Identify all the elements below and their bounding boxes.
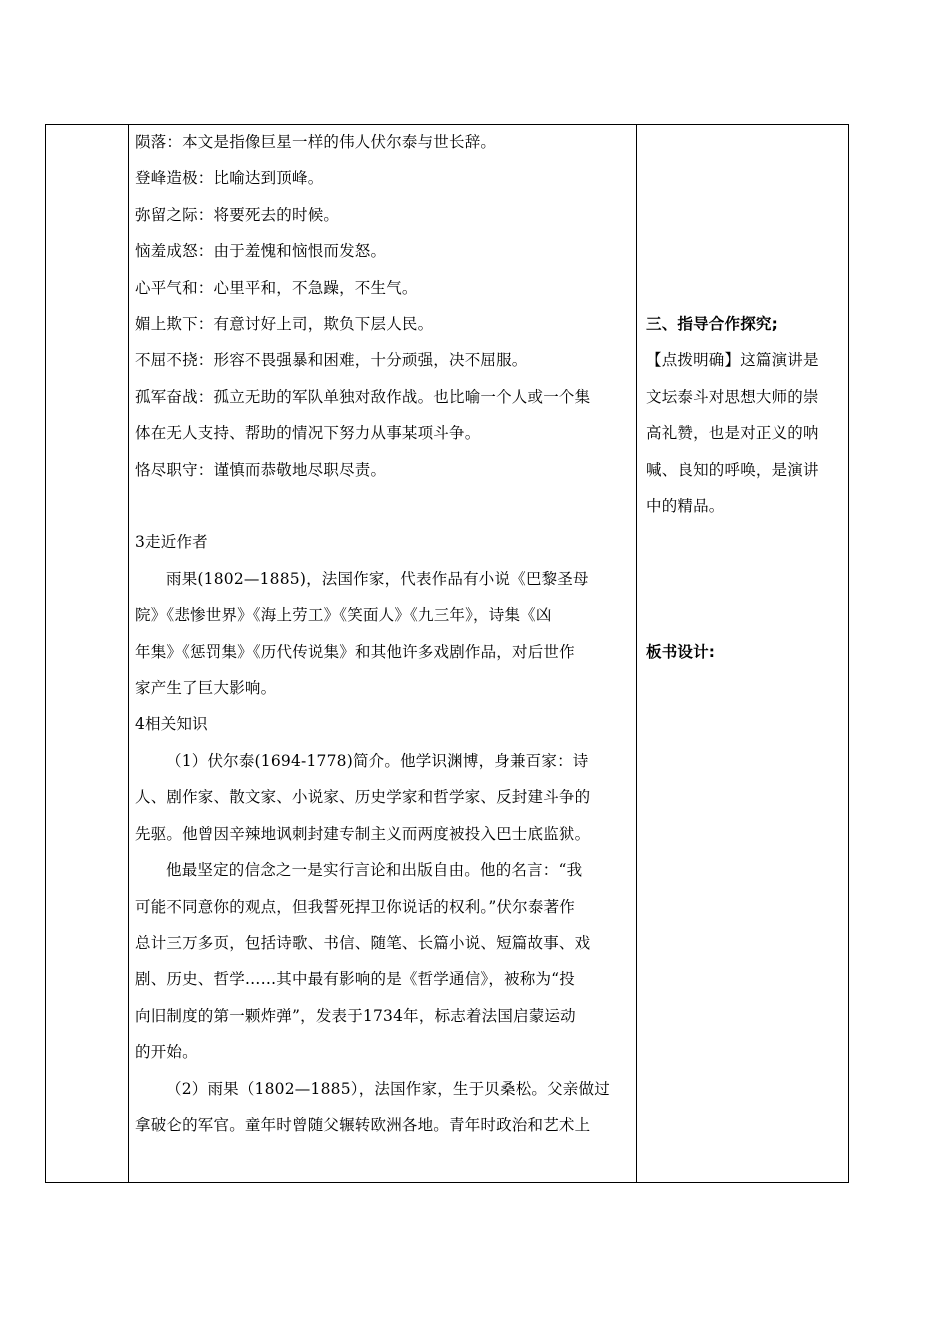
vocab-line: 体在无人支持、帮助的情况下努力从事某项斗争。 (135, 424, 481, 443)
left-column-divider (128, 125, 129, 1182)
voltaire-line: （1）伏尔泰(1694-1778)简介。他学识渊博，身兼百家：诗 (166, 751, 589, 770)
vocab-line: 陨落：本文是指像巨星一样的伟人伏尔泰与世长辞。 (135, 133, 497, 151)
side-tip-line: 【点拨明确】这篇演讲是 (646, 351, 819, 370)
belief-line: 向旧制度的第一颗炸弹”，发表于1734年，标志着法国启蒙运动 (135, 1006, 576, 1025)
vocab-line: 心平气和：心里平和，不急躁，不生气。 (135, 278, 418, 297)
side-section-title: 三、指导合作探究; (646, 314, 778, 333)
voltaire-line: 人、剧作家、散文家、小说家、历史学家和哲学家、反封建斗争的 (135, 788, 591, 807)
side-board-title: 板书设计: (646, 642, 716, 661)
side-tip-line: 中的精品。 (646, 496, 725, 515)
author-line: 家产生了巨大影响。 (135, 679, 277, 698)
side-notes-column (646, 124, 842, 670)
side-tip-line: 高礼赞，也是对正义的呐 (646, 424, 819, 443)
author-line: 年集》《惩罚集》《历代传说集》和其他许多戏剧作品，对后世作 (135, 642, 575, 661)
vocab-line: 恪尽职守：谨慎而恭敬地尽职尽责。 (135, 460, 387, 479)
spacer (135, 488, 627, 524)
side-tip-line: 文坛泰斗对思想大师的崇 (646, 387, 819, 406)
author-line: 院》《悲惨世界》《海上劳工》《笑面人》《九三年》，诗集《凶 (135, 606, 552, 625)
belief-line: 剧、历史、哲学……其中最有影响的是《哲学通信》，被称为“投 (135, 970, 575, 989)
right-column-divider (636, 125, 637, 1182)
voltaire-line: 先驱。他曾因辛辣地讽刺封建专制主义而两度被投入巴士底监狱。 (135, 824, 591, 843)
vocab-line: 弥留之际：将要死去的时候。 (135, 205, 340, 224)
belief-line: 总计三万多页，包括诗歌、书信、随笔、长篇小说、短篇故事、戏 (135, 933, 591, 952)
knowledge-heading: 4相关知识 (135, 715, 208, 734)
belief-line: 可能不同意你的观点，但我誓死捍卫你说话的权利。”伏尔泰著作 (135, 897, 575, 916)
hugo-line: （2）雨果（1802—1885），法国作家，生于贝桑松。父亲做过 (166, 1079, 610, 1098)
belief-line: 他最坚定的信念之一是实行言论和出版自由。他的名言：“我 (166, 861, 583, 880)
side-tip-line: 喊、良知的呼唤，是演讲 (646, 460, 819, 479)
author-line: 雨果(1802—1885)，法国作家，代表作品有小说《巴黎圣母 (166, 569, 589, 588)
hugo-line: 拿破仑的军官。童年时曾随父辗转欧洲各地。青年时政治和艺术上 (135, 1115, 591, 1134)
vocab-line: 不屈不挠：形容不畏强暴和困难，十分顽强，决不屈服。 (135, 351, 528, 370)
vocab-line: 孤军奋战：孤立无助的军队单独对敌作战。也比喻一个人或一个集 (135, 387, 591, 406)
vocab-line: 恼羞成怒：由于羞愧和恼恨而发怒。 (135, 242, 387, 261)
vocab-line: 登峰造极：比喻达到顶峰。 (135, 169, 324, 188)
author-heading: 3走近作者 (135, 533, 208, 552)
belief-line: 的开始。 (135, 1043, 198, 1062)
vocab-line: 媚上欺下：有意讨好上司，欺负下层人民。 (135, 315, 434, 334)
main-content-column (135, 124, 627, 1143)
